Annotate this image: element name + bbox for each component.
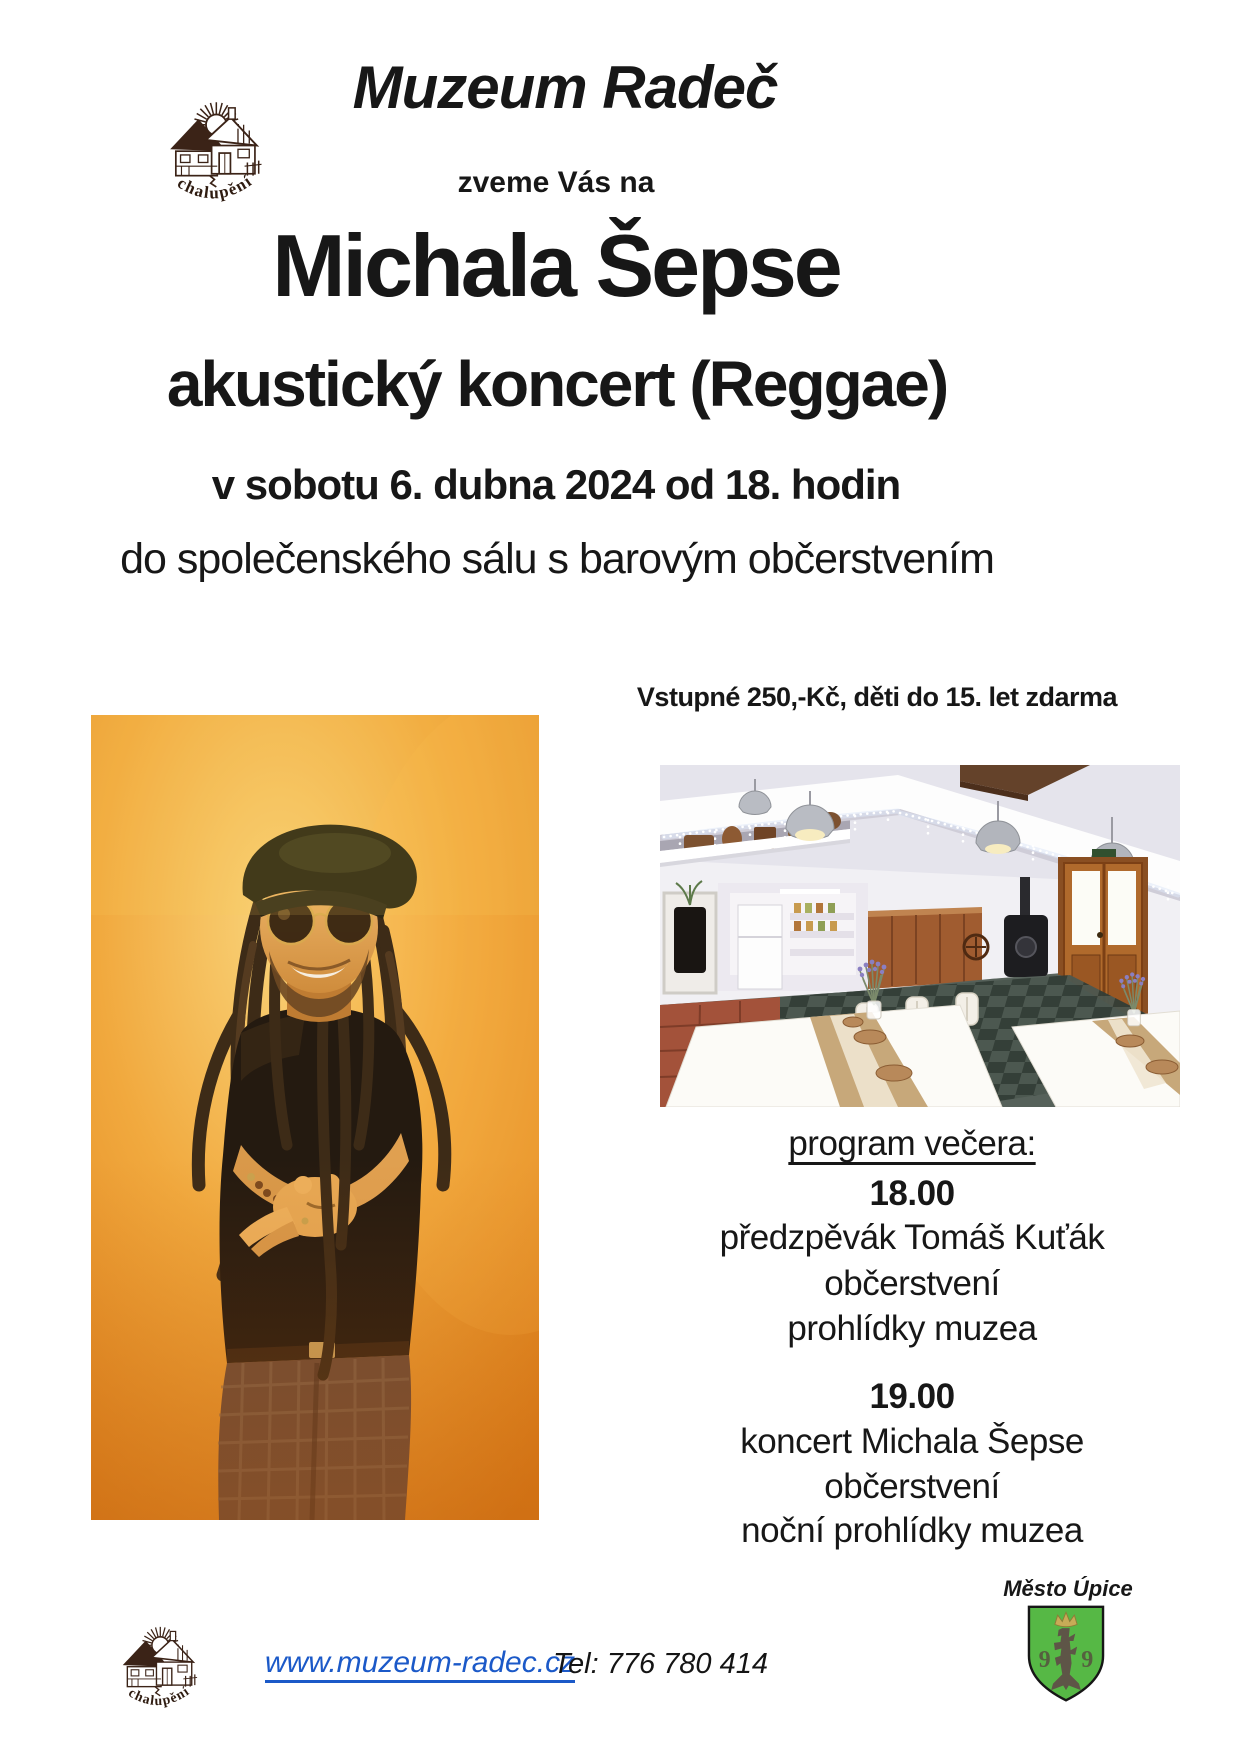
event-datetime: v sobotu 6. dubna 2024 od 18. hodin [211,461,901,508]
website-link[interactable]: www.muzeum-radec.cz [265,1648,575,1683]
museum-logo-bottom [112,1612,204,1726]
artist-name-title: Michala Šepse [272,216,840,315]
program-time-1800: 18.00 [869,1174,955,1213]
program-heading: program večera: [788,1124,1036,1163]
fireplace [664,881,716,993]
ticket-price: Vstupné 250,-Kč, děti do 15. let zdarma [636,682,1118,712]
organizer-title: Muzeum Radeč [352,54,778,121]
kitchen-nook [718,883,868,991]
artist-photo [91,715,539,1520]
program-item: občerstvení [824,1264,1000,1303]
program-item: koncert Michala Šepse [740,1422,1084,1461]
bar-counter [868,907,988,989]
phone-number: Tel: 776 780 414 [553,1648,769,1680]
program-item: občerstvení [824,1467,1000,1506]
city-label: Město Úpice [1003,1576,1133,1601]
invitation-line: zveme Vás na [457,166,655,199]
arms-glyph-right: 9 [1081,1646,1094,1673]
program-time-1900: 19.00 [869,1377,955,1416]
arms-glyph-left: 9 [1038,1646,1051,1673]
upice-coat-of-arms [1024,1604,1108,1704]
venue-photo [660,765,1180,1107]
event-venue: do společenského sálu s barovým občerstvením [120,535,994,583]
program-item: prohlídky muzea [787,1309,1037,1348]
concert-subtitle: akustický koncert (Reggae) [166,348,948,420]
museum-logo-top [157,88,270,220]
program-item: noční prohlídky muzea [741,1511,1083,1550]
program-item: předzpěvák Tomáš Kuťák [719,1218,1105,1257]
